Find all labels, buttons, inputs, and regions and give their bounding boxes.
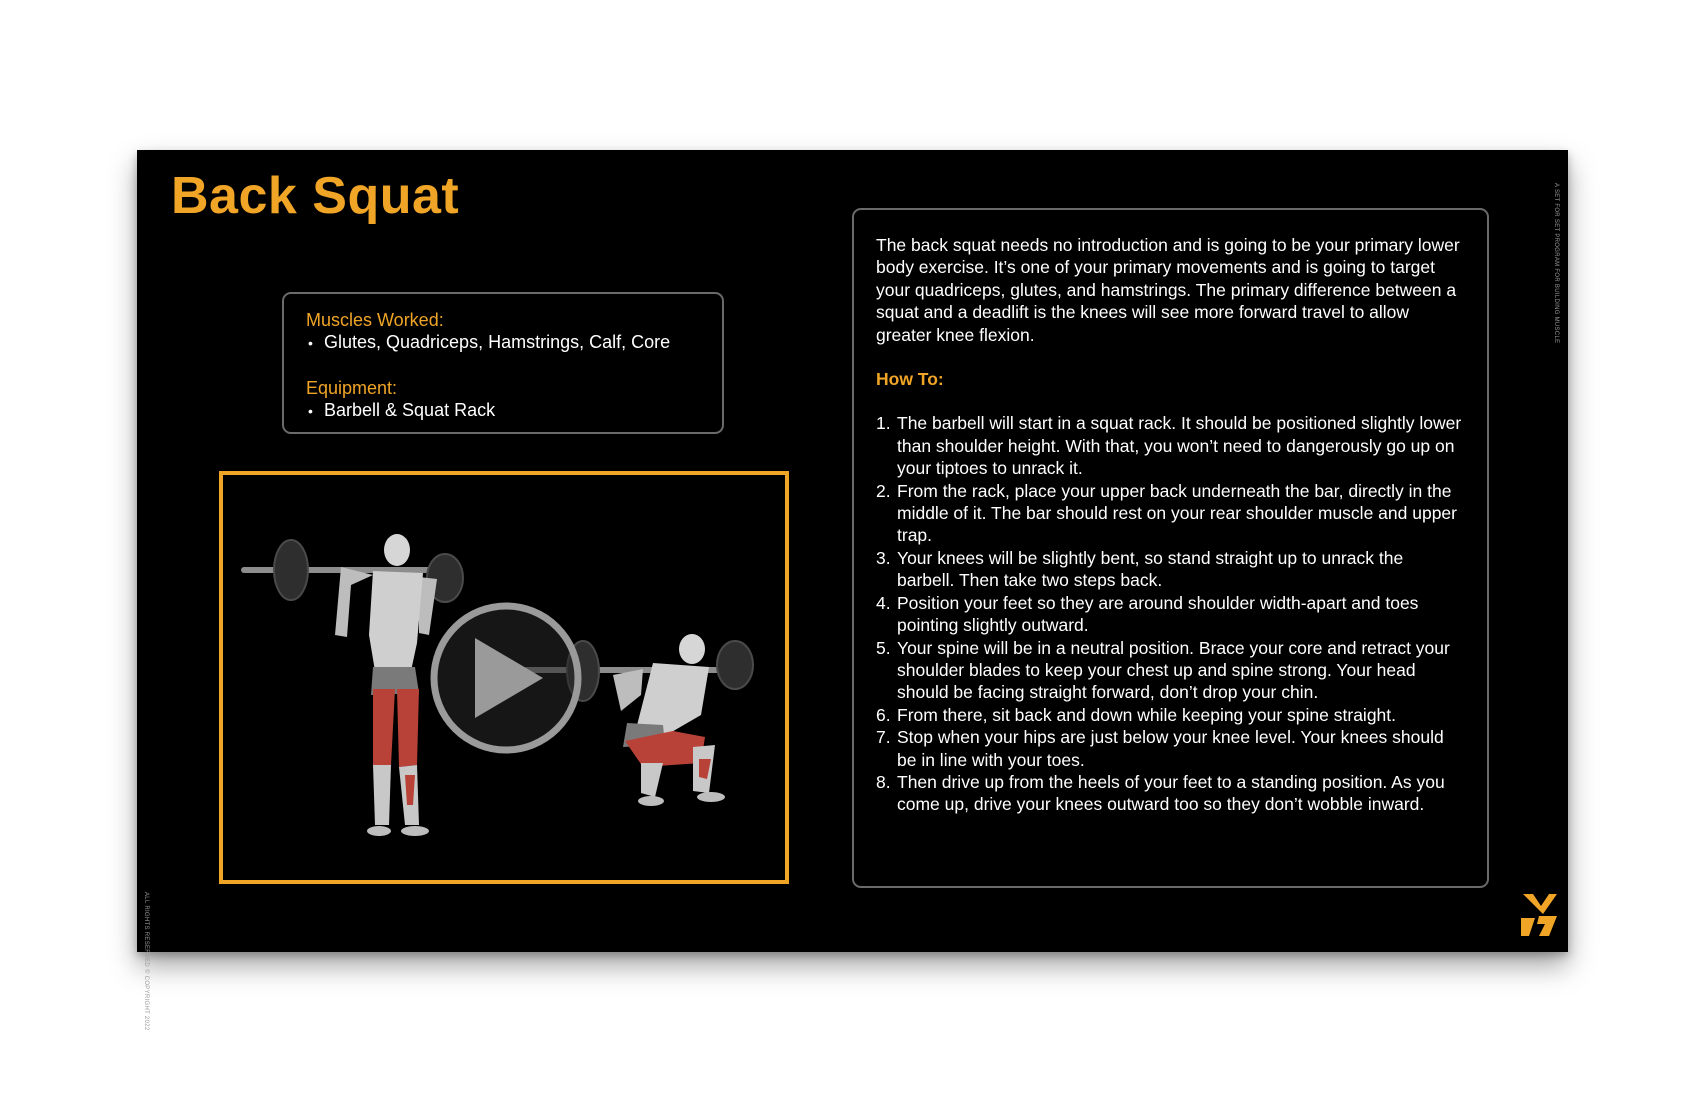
- description-box: [852, 208, 1489, 888]
- how-to-heading: How To:: [876, 369, 944, 390]
- equipment-label: Equipment:: [306, 378, 398, 398]
- step-item: 2. From the rack, place your upper back underneath the bar, directly in the middle of it. The bar should rest on your rear shoulder muscle and upper trap.: [876, 480, 1457, 546]
- step-item: 3. Your knees will be slightly bent, so stand straight up to unrack the barbell. Then take two steps back.: [876, 547, 1404, 591]
- exercise-description: The back squat needs no introduction and is going to be your primary lower body exercise. It’s one of your primary movements and is going to target your quadriceps, glutes, and hamstrings. The primary difference between a squat and a deadlift is the knees will see more forward travel to allow greater knee flexion.: [876, 235, 1460, 345]
- exercise-video[interactable]: [219, 471, 789, 884]
- step-item: 8. Then drive up from the heels of your feet to a standing position. As you come up, drive your knees outward too so they don’t wobble inward.: [876, 771, 1445, 815]
- step-item: 5. Your spine will be in a neutral position. Brace your core and retract your shoulder blades to keep your chest up and spine strong. Your head should be facing straight forward, don’t drop your chin.: [876, 637, 1450, 703]
- how-to-steps: [876, 412, 1465, 815]
- equipment-value: Barbell & Squat Rack: [324, 400, 496, 420]
- figure-torso: [369, 571, 423, 671]
- barbell-plate: [274, 540, 308, 600]
- program-side-text: A SET FOR SET PROGRAM FOR BUILDING MUSCLE: [1553, 183, 1559, 344]
- bullet: •: [308, 403, 313, 419]
- step-item: 6. From there, sit back and down while keeping your spine straight.: [876, 704, 1397, 725]
- muscles-worked-label: Muscles Worked:: [306, 310, 444, 330]
- exercise-info-box: [282, 292, 724, 434]
- exercise-illustration: [223, 475, 785, 880]
- step-item: 7. Stop when your hips are just below your knee level. Your knees should be in line with your toes.: [876, 727, 1444, 770]
- standing-figure-illustration: [241, 534, 463, 836]
- bullet: •: [308, 335, 313, 351]
- muscles-worked-value: Glutes, Quadriceps, Hamstrings, Calf, Core: [324, 332, 671, 352]
- copyright-side-text: ALL RIGHTS RESERVED © COPYRIGHT 2022: [143, 892, 149, 1031]
- step-item: 4. Position your feet so they are around shoulder width-apart and toes pointing slightly outward.: [876, 592, 1419, 636]
- muscle-highlight: [373, 689, 395, 765]
- slide: [137, 150, 1568, 1031]
- play-icon[interactable]: [434, 606, 578, 750]
- muscle-highlight: [397, 689, 419, 767]
- barbell-plate: [717, 641, 753, 689]
- equipment-item: [308, 399, 700, 422]
- figure-head: [679, 634, 705, 664]
- muscles-worked-item: [308, 331, 700, 354]
- brand-logo: [1519, 892, 1559, 938]
- figure-head: [384, 534, 410, 566]
- page-title: Back Squat: [171, 167, 460, 225]
- step-item: 1. The barbell will start in a squat rack. It should be positioned slightly lower than shoulder height. With that, you won’t need to dangerously go up on your tiptoes to unrack it.: [876, 413, 1462, 479]
